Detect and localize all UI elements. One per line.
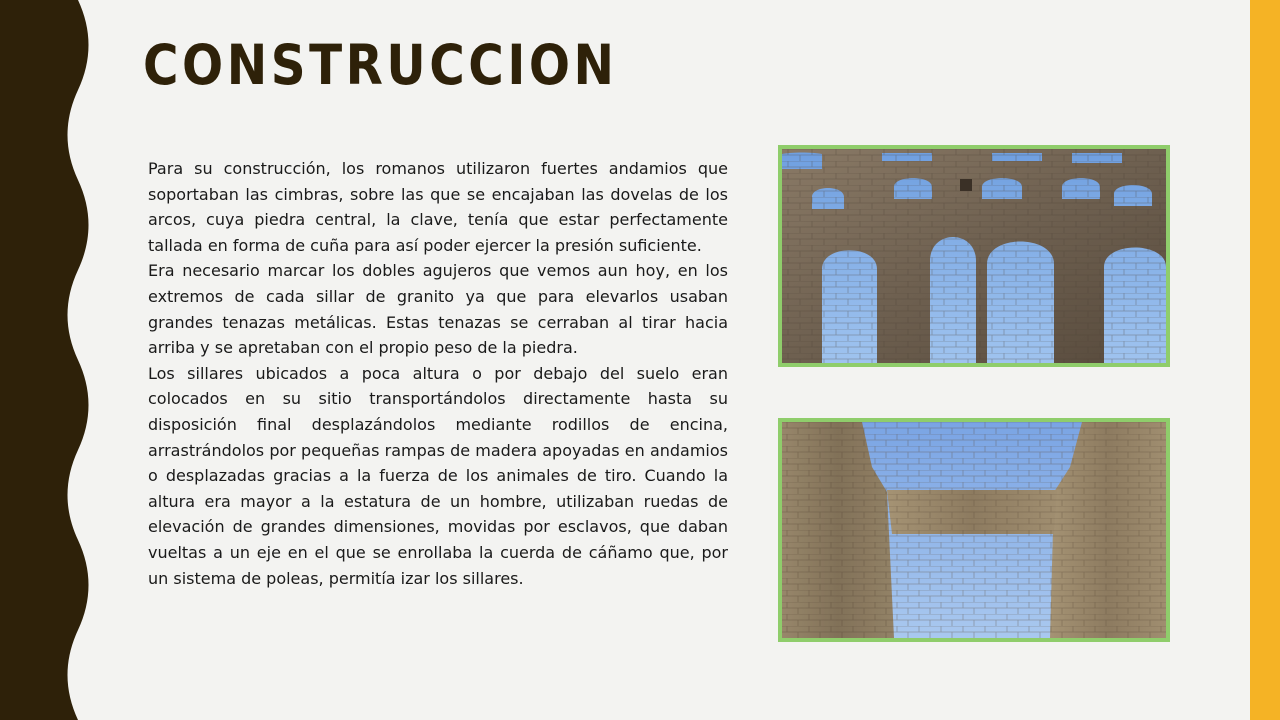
paragraph-3: Los sillares ubicados a poca altura o por debajo del suelo eran colocados en su sitio transportándolos directamente hasta su disposición final desplazándolos mediante rodillos de encina, arrastrándolos por pequeñas rampas de madera apoyadas en andamios o desplazadas gracias a la fuerza de los animales de tiro. Cuando la altura era mayor a la estatura de un hombre, utilizaban ruedas de elevación de grandes dimensiones, movidas por esclavos, que daban vueltas a un eje en el que se enrollaba la cuerda de cáñamo que, por un sistema de poleas, permitía izar los sillares.: [148, 363, 728, 588]
paragraph-2: Era necesario marcar los dobles agujeros que vemos aun hoy, en los extremos de cada sillar de granito ya que para elevarlos usaban grandes tenazas metálicas. Estas tenazas se cerraban al tirar hacia arriba y se apretaban con el propio peso de la piedra.: [148, 261, 728, 358]
body-text: [148, 156, 728, 591]
paragraph-1: Para su construcción, los romanos utilizaron fuertes andamios que soportaban las cimbras, sobre las que se encajaban las dovelas de los arcos, cuya piedra central, la clave, tenía que estar perfectamente tallada en forma de cuña para así poder ejercer la presión suficiente.: [148, 159, 728, 255]
aqueduct-arches-photo: [778, 145, 1170, 367]
slide-title: CONSTRUCCION: [143, 33, 618, 97]
left-wave-decoration: [0, 0, 110, 720]
aqueduct-pillars-photo: [778, 418, 1170, 642]
right-accent-bar: [1250, 0, 1280, 720]
